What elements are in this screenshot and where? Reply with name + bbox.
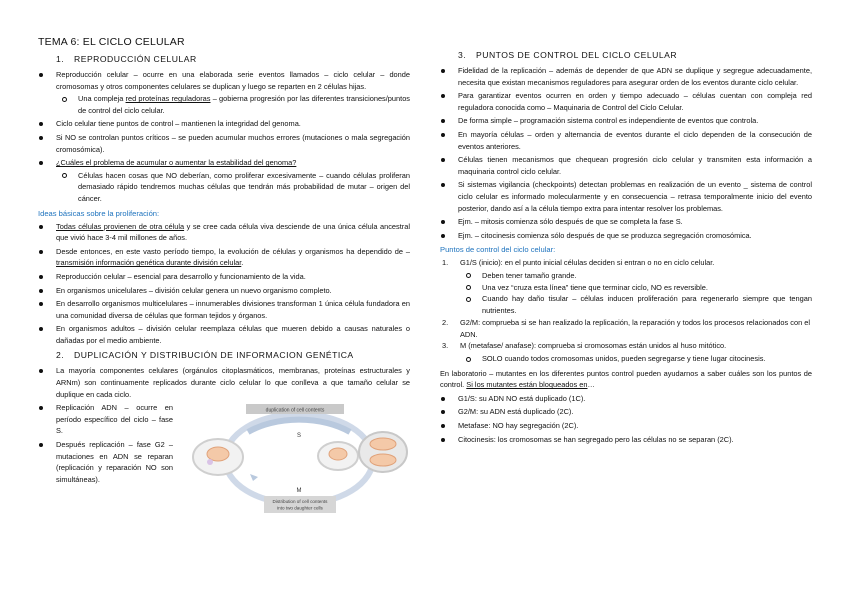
list-item: Ejm. – citocinesis comienza sólo después de que se produzca segregación cromosómica. [440,230,812,242]
list-item: Fidelidad de la replicación – además de depender de que ADN se duplique y segregue adecuadamente, necesita que existan mecanismos reguladores para asegurar orden de los eventos durante ciclo celular. [440,65,812,88]
sub-list-item: Una compleja red proteínas reguladoras – gobierna progresión por las diferentes transiciones/puntos de control del ciclo celular. [56,93,410,116]
list-item: Reproducción celular – esencial para desarrollo y funcionamiento de la vida. [38,271,410,283]
checkpoints-heading: Puntos de control del ciclo celular: [440,245,556,255]
label-top: duplication of cell contents [265,407,325,414]
section-3-list [440,65,812,241]
organelle-left [207,459,213,465]
label-bottom-1: Distribution of cell contents [272,499,328,505]
list-item: Metafase: NO hay segregación (2C). [440,420,812,432]
arrow-icon [250,474,258,481]
list-item: En desarrollo organismos multicelulares – innumerables divisiones transforman 1 única célula fundadora en una comunidad diversa de células que forman tejidos y órganos. [38,298,410,321]
sub-list-item: Cuando hay daño tisular – células inducen proliferación para regenerarlo siempre que tengan nutrientes. [460,293,812,316]
list-item: En mayoría células – orden y alternancia de eventos durante el ciclo dependen de la consecución de eventos anteriores. [440,129,812,152]
list-item: G1/S: su ADN NO está duplicado (1C). [440,393,812,405]
nucleus-right-2 [370,454,396,466]
ideas-list [38,221,410,347]
section-1-list [38,69,410,205]
sub-list-item: Una vez “cruza esta línea” tiene que terminar ciclo, NO es reversible. [460,282,812,294]
numbered-item: 2. G2/M: comprueba si se han realizado la replicación, la reparación y todos los procesos relacionados con el ADN. [442,318,811,339]
nucleus-left [207,447,229,461]
right-column [440,50,812,447]
list-item: Si sistemas vigilancia (checkpoints) detectan problemas en realización de un evento _ sistema de control ciclo celular es informado molecularmente y en consecuencia – retrasa temporalmente inicio del evento posterior, dando así a la célula tiempo extra para intentar resolver los problemas. [440,179,812,214]
list-item: De forma simple – programación sistema control es independiente de eventos que controla. [440,115,812,127]
section-2-figure-area [38,402,410,511]
nucleus-middle [329,448,347,460]
list-item: Ejm. – mitosis comienza sólo después de que se completa la fase S. [440,216,812,228]
label-m-phase: M [296,488,302,495]
list-item: Si NO se controlan puntos críticos – se pueden acumular muchos errores (mutaciones o mala segregación cromosómica). [38,132,410,155]
list-item: Reproducción celular – ocurre en una elaborada serie eventos llamados – ciclo celular – donde cromosomas y otros componentes celulares se duplican y luego se reparten en 2 células hijas. Una compleja red proteínas reguladoras – gobierna progresión por las diferentes transiciones/puntos de control del ciclo celular. [38,69,410,116]
cell-cycle-diagram [188,402,410,514]
list-item: Para garantizar eventos ocurren en orden y tiempo adecuado – células cuentan con compleja red reguladora conocida como – Maquinaria de Control del Ciclo Celular. [440,90,812,113]
label-s-phase: S [296,433,302,440]
list-item: Después replicación – fase G2 – mutaciones en ADN se reparan (replicación y reparación NO son simultáneas). [38,439,173,485]
left-column [38,36,410,511]
section-3-heading: 3. PUNTOS DE CONTROL DEL CICLO CELULAR [458,50,678,60]
sub-list-item: Deben tener tamaño grande. [460,270,812,282]
list-item: En organismos unicelulares – división celular genera un nuevo organismo completo. [38,285,410,297]
ideas-heading: Ideas básicas sobre la proliferación: [38,208,160,218]
list-item: ¿Cuáles el problema de acumular o aumentar la estabilidad del genoma? Células hacen cosas que NO deberían, como proliferar excesivamente – cuando células proliferan demasiado rápido tendremos muchas células que tendrán más probabilidad de mutar – origen del cáncer. [38,157,410,204]
list-item: La mayoría componentes celulares (orgánulos citoplasmáticos, membranas, proteínas estructurales y ARNm) son continuamente replicados durante ciclo celular lo que conlleva a que tamaño celular se duplique en cada ciclo. [38,365,410,400]
section-2-heading: 2. DUPLICACIÓN Y DISTRIBUCIÓN DE INFORMACION GENÉTICA [56,350,354,361]
nucleus-right-1 [370,438,396,450]
list-item: Células tienen mecanismos que chequean progresión ciclo celular y transmiten esta información a maquinaria control ciclo celular. [440,154,812,177]
section-2-list [38,365,410,400]
lab-paragraph: En laboratorio – mutantes en los diferentes puntos control pueden ayudarnos a saber cuáles son los puntos de control. Si los mutantes están bloqueados en… [440,368,812,390]
list-item: Replicación ADN – ocurre en período específico del ciclo – fase S. [38,402,173,437]
sub-list-item: Células hacen cosas que NO deberían, como proliferar excesivamente – cuando células proliferan demasiado rápido tendremos muchas células que tendrán más probabilidad de mutar – origen del cáncer. [56,170,410,205]
list-item: Desde entonces, en este vasto período tiempo, la evolución de células y organismos ha dependido de – transmisión información genética durante división celular. [38,246,410,269]
mutants-list [440,393,812,445]
label-bottom-2: into two daughter cells [277,505,323,511]
sub-list-item: SOLO cuando todos cromosomas unidos, pueden segregarse y tiene lugar citocinesis. [460,353,812,365]
numbered-item: 1. G1/S (inicio): en el punto inicial células deciden si entran o no en ciclo celular. Deben tener tamaño grande. Una vez “cruza esta línea” tiene que terminar ciclo, NO es reversible. Cuando hay daño tisular – células inducen proliferación para regenerarlo siempre que tengan nutrientes. [442,258,812,315]
list-item: Ciclo celular tiene puntos de control – mantienen la integridad del genoma. [38,118,410,130]
list-item: Citocinesis: los cromosomas se han segregado pero las células no se separan (2C). [440,434,812,446]
section-1-heading: 1. REPRODUCCIÓN CELULAR [56,54,197,64]
document-title: TEMA 6: EL CICLO CELULAR [38,36,185,48]
checkpoints-list [440,257,812,364]
list-item: En organismos adultos – división celular reemplaza células que mueren debido a causas naturales o dañadas por el medio ambiente. [38,323,410,346]
numbered-item: 3. M (metafase/ anafase): comprueba si cromosomas están unidos al huso mitótico. SOLO cuando todos cromosomas unidos, pueden segregarse y tiene lugar citocinesis. [440,340,812,364]
section-2-list-narrow [38,402,173,485]
list-item: Todas células provienen de otra célula y se cree cada célula viva desciende de una única célula ancestral que vivió hace 3-4 mil millones de años. [38,221,410,244]
list-item: G2/M: su ADN está duplicado (2C). [440,406,812,418]
